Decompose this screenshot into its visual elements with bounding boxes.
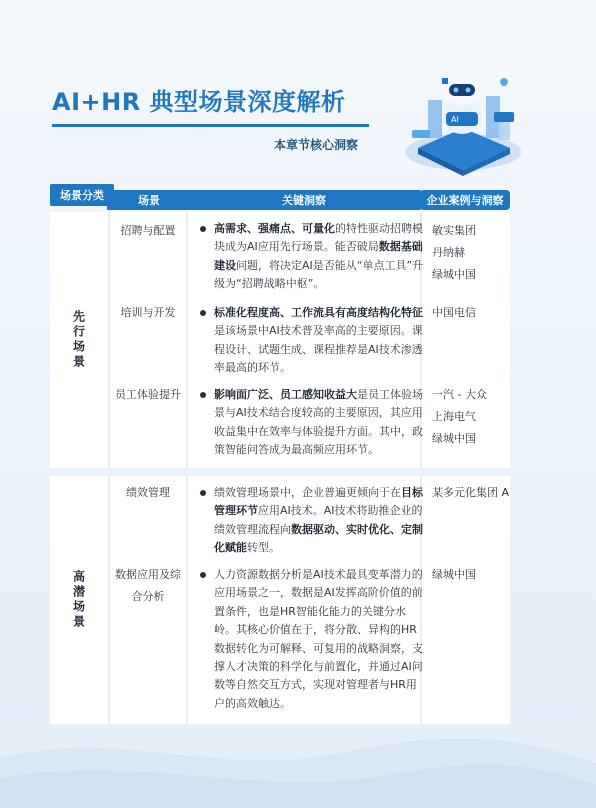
insight-text bbox=[200, 220, 426, 294]
case-company: 绿城中国 bbox=[432, 268, 476, 281]
case-company: 绿城中国 bbox=[432, 432, 476, 445]
insight-plain: 的特性驱动招聘模块成为AI应用先行场景。能否破局 bbox=[214, 222, 423, 254]
page-title: AI+HR 典型场景深度解析 bbox=[52, 88, 346, 116]
insight-bold: 数据驱动、实时优化、定制化赋能 bbox=[214, 522, 423, 555]
category-label: 高潜场景 bbox=[71, 570, 86, 630]
case-list bbox=[432, 384, 510, 450]
header-insight: 关键洞察 bbox=[185, 190, 423, 210]
insight-bold: 目标管理环节 bbox=[214, 486, 423, 518]
svg-text:AI: AI bbox=[451, 115, 459, 124]
column-divider bbox=[186, 212, 188, 468]
case-list bbox=[432, 564, 510, 586]
case-list bbox=[432, 302, 510, 324]
category-cell bbox=[50, 212, 108, 468]
bullet-dot bbox=[200, 226, 206, 232]
insight-plain: 问题，将决定AI是否能从“单点工具”升级为“招聘战略中枢”。 bbox=[214, 258, 424, 291]
case-company: 上海电气 bbox=[432, 410, 476, 423]
insight-plain: 是员工体验场景与AI技术结合度较高的主要原因，其应用收益集中在效率与体验提升方面。其中，政策智能问答成为最高频应用环节。 bbox=[214, 388, 423, 457]
insight-text bbox=[200, 386, 426, 460]
scene-label: 员工体验提升 bbox=[115, 388, 181, 401]
case-company: 敏实集团 bbox=[432, 224, 476, 237]
group-high-potential-scenes bbox=[50, 476, 510, 724]
insight-plain: 转型。 bbox=[247, 541, 280, 555]
column-divider bbox=[186, 476, 188, 724]
case-company: 中国电信 bbox=[432, 306, 476, 319]
column-divider bbox=[108, 476, 110, 724]
scene-label: 绩效管理 bbox=[126, 486, 170, 499]
header-category: 场景分类 bbox=[50, 184, 114, 206]
case-company: 一汽 - 大众 bbox=[432, 388, 487, 401]
scene-label: 招聘与配置 bbox=[120, 224, 176, 237]
bullet-dot bbox=[200, 572, 206, 578]
insight-plain: 是该场景中AI技术普及率高的主要原因。课程设计、试题生成、课程推荐是AI技术渗透率最高的环节。 bbox=[214, 324, 423, 375]
scene-label: 培训与开发 bbox=[120, 306, 176, 319]
insight-plain: 绩效管理场景中，企业普遍更倾向于在 bbox=[214, 486, 401, 499]
category-cell bbox=[50, 476, 108, 724]
insight-text bbox=[200, 484, 426, 558]
insight-bold: 影响面广泛、员工感知收益大 bbox=[214, 388, 357, 401]
case-company: 丹纳赫 bbox=[432, 246, 465, 259]
group-pioneer-scenes bbox=[50, 212, 510, 468]
insight-bold: 高需求、强痛点、可量化 bbox=[214, 222, 335, 235]
insight-bold: 标准化程度高、工作流具有高度结构化特征 bbox=[214, 306, 423, 319]
case-company: 绿城中国 bbox=[432, 568, 476, 581]
insight-bold: 数据基础建设 bbox=[214, 240, 423, 272]
ai-robot-illustration bbox=[398, 60, 528, 178]
insight-plain: 应用AI技术。AI技术将助推企业的绩效管理流程向 bbox=[214, 504, 423, 536]
bottom-wave-decoration bbox=[0, 718, 596, 808]
bullet-dot bbox=[200, 310, 206, 316]
case-list bbox=[432, 220, 510, 286]
category-label: 先行场景 bbox=[71, 310, 86, 370]
bullet-dot bbox=[200, 392, 206, 398]
insight-plain: 人力资源数据分析是AI技术最具变革潜力的应用场景之一，数据是AI发挥高阶价值的前置条件，也是HR智能化能力的关键分水岭。其核心价值在于，将分散、异构的HR数据转化为可解释、可复用的战略洞察，支撑人才决策的科学化与前置化，并通过AI问数等自然交互方式，实现对管理者与HR用户的高效触达。 bbox=[214, 568, 423, 710]
page-subtitle: 本章节核心洞察 bbox=[274, 138, 359, 152]
column-divider bbox=[108, 212, 110, 468]
insight-text bbox=[200, 566, 426, 713]
case-company: 某多元化集团 A bbox=[432, 486, 510, 499]
header-scene: 场景 bbox=[107, 190, 191, 210]
bullet-dot bbox=[200, 490, 206, 496]
scene-label: 数据应用及综合分析 bbox=[115, 568, 181, 603]
case-list bbox=[432, 482, 510, 504]
header-cases: 企业案例与洞察 bbox=[420, 190, 510, 210]
title-underline bbox=[52, 124, 369, 127]
insight-text bbox=[200, 304, 426, 378]
